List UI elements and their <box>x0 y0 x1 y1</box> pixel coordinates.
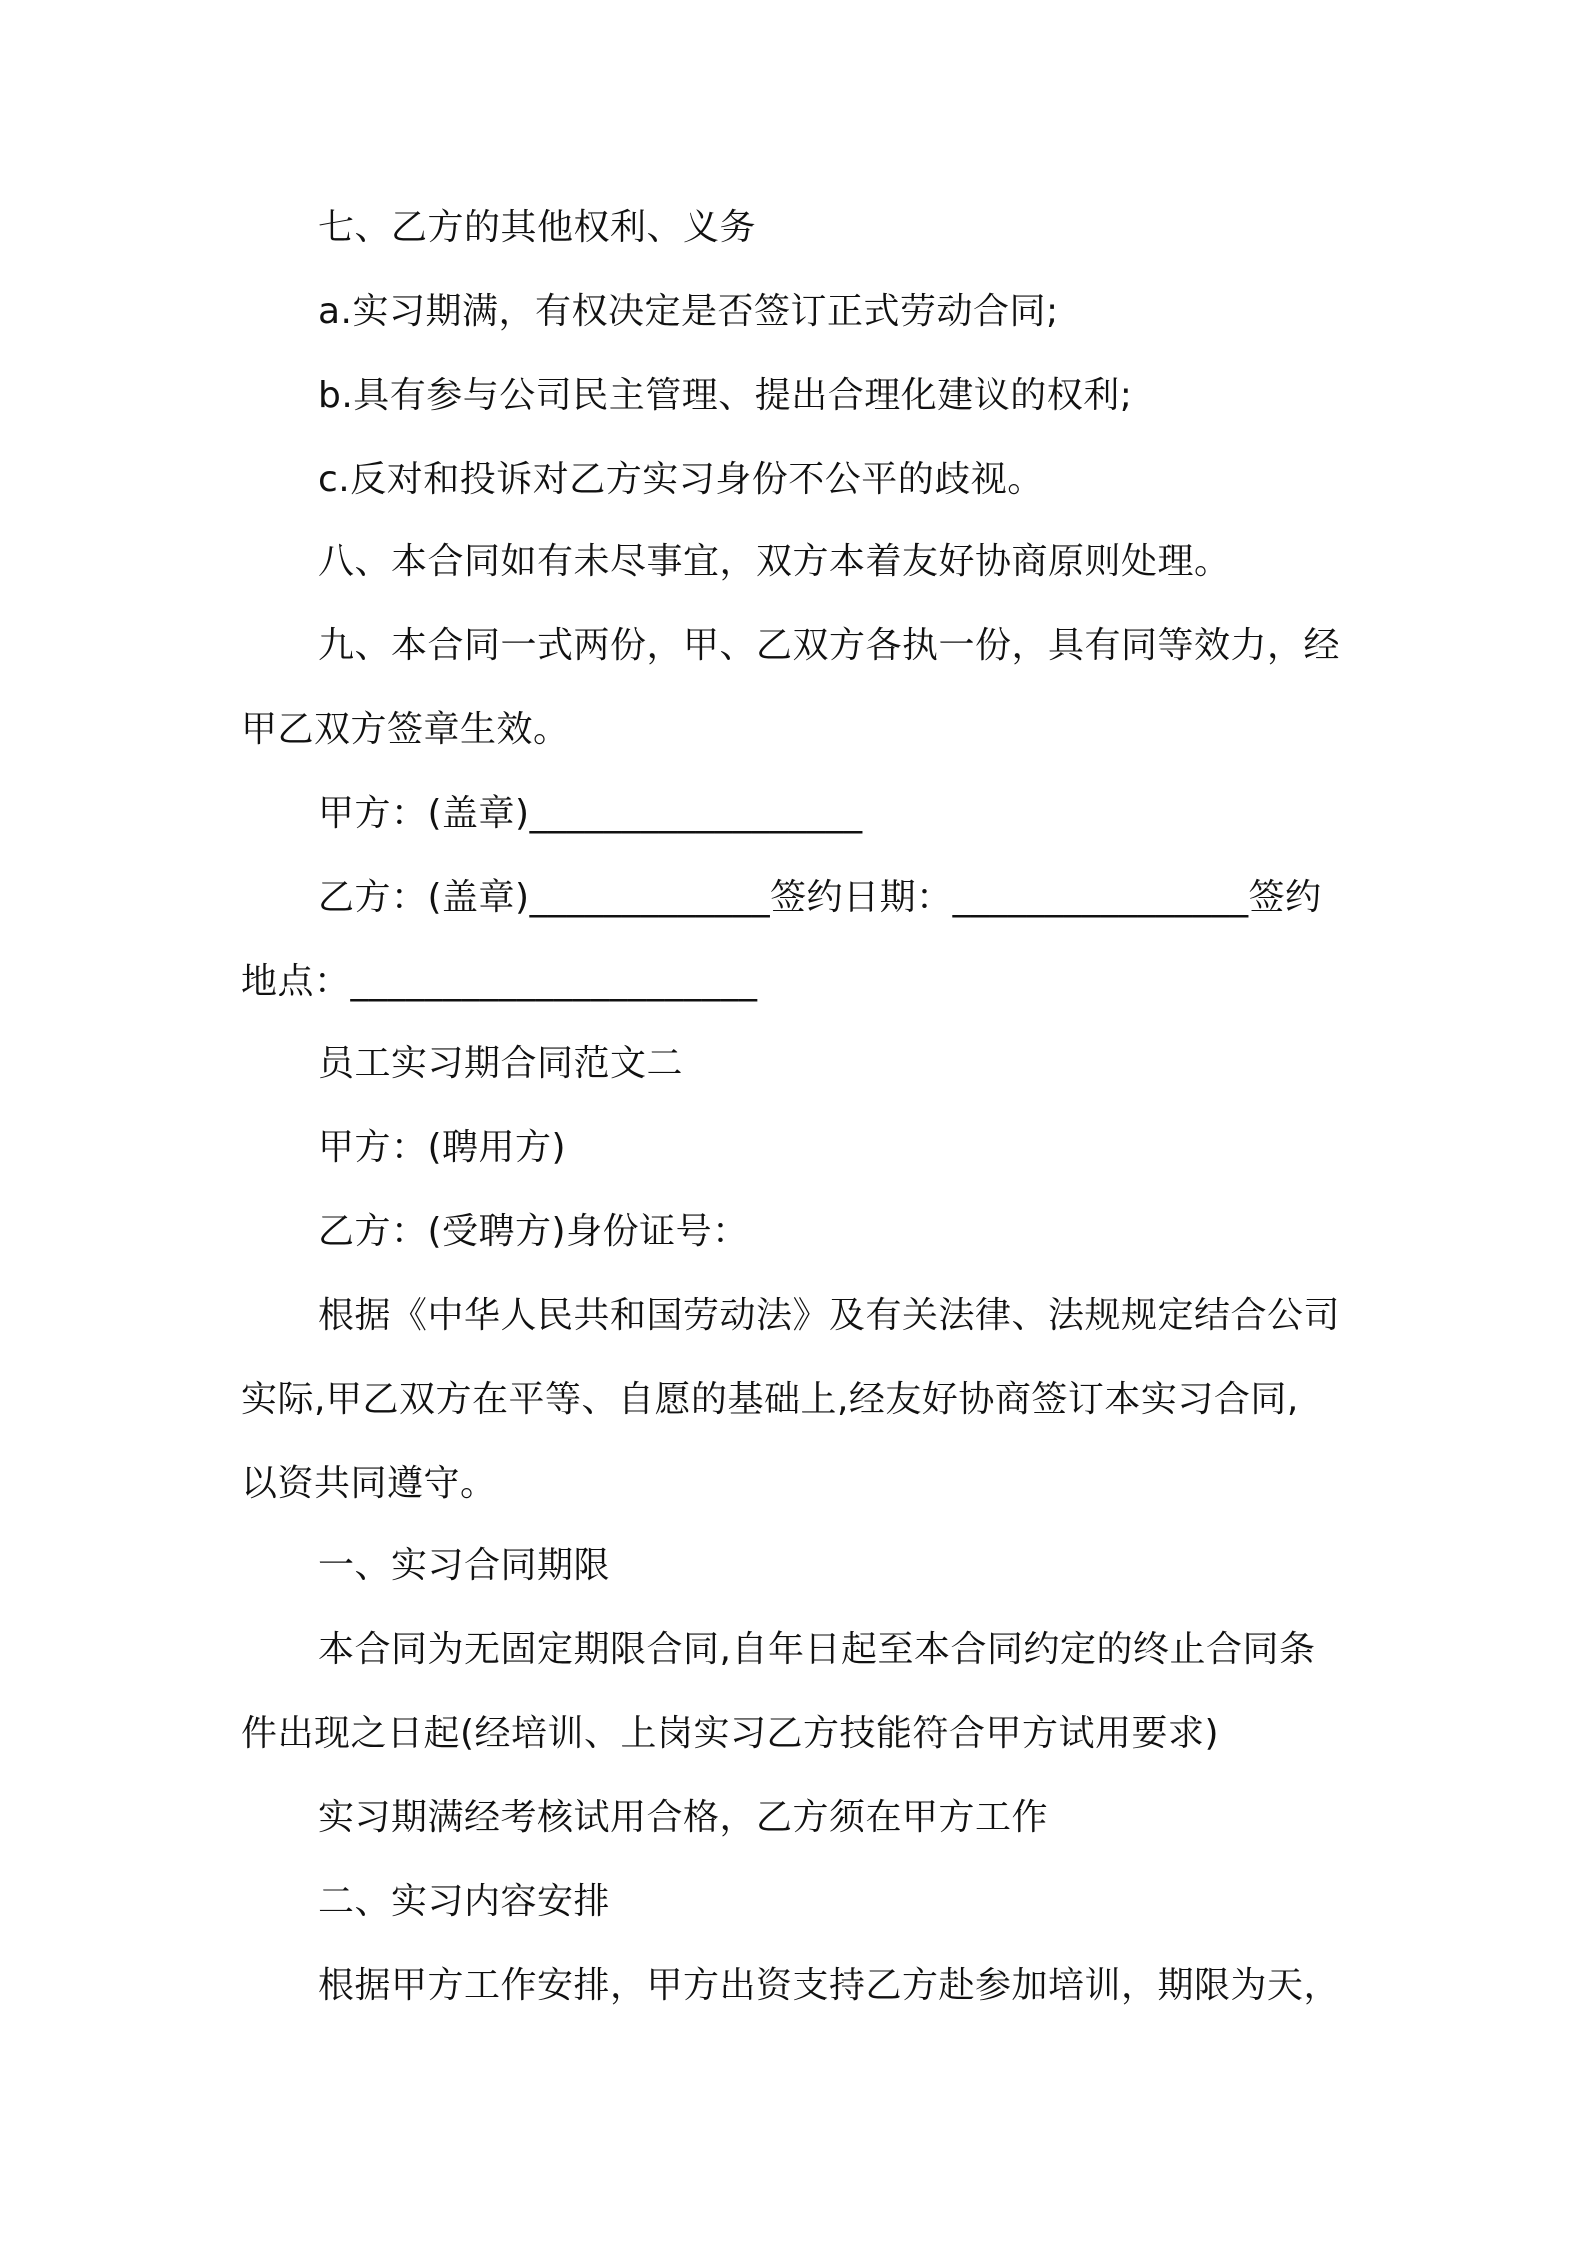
signing-location-line: 地点：______________________ <box>241 961 758 1002</box>
document-subtitle: 员工实习期合同范文二 <box>318 1043 684 1084</box>
paragraph-line: a.实习期满，有权决定是否签订正式劳动合同; <box>318 291 1059 332</box>
paragraph-line: 件出现之日起(经培训、上岗实习乙方技能符合甲方试用要求) <box>241 1713 1220 1754</box>
paragraph-line: 实习期满经考核试用合格，乙方须在甲方工作 <box>318 1797 1049 1838</box>
paragraph-line: b.具有参与公司民主管理、提出合理化建议的权利; <box>318 375 1133 416</box>
section-heading-7: 七、乙方的其他权利、义务 <box>318 207 757 248</box>
party-a-line: 甲方：(聘用方) <box>318 1127 567 1168</box>
paragraph-line: 本合同为无固定期限合同,自年日起至本合同约定的终止合同条 <box>318 1629 1316 1670</box>
section-heading-1: 一、实习合同期限 <box>318 1545 611 1586</box>
party-b-line: 乙方：(受聘方)身份证号： <box>318 1211 749 1252</box>
section-heading-8: 八、本合同如有未尽事宜，双方本着友好协商原则处理。 <box>318 541 1231 582</box>
signature-line-party-a: 甲方：(盖章)__________________ <box>318 793 863 834</box>
paragraph-line: 实际,甲乙双方在平等、自愿的基础上,经友好协商签订本实习合同, <box>241 1379 1299 1420</box>
section-heading-9: 九、本合同一式两份，甲、乙双方各执一份，具有同等效力，经 <box>318 625 1341 666</box>
paragraph-line: 根据《中华人民共和国劳动法》及有关法律、法规规定结合公司 <box>318 1295 1341 1336</box>
paragraph-line: 以资共同遵守。 <box>241 1463 497 1504</box>
section-heading-2: 二、实习内容安排 <box>318 1881 611 1922</box>
paragraph-line: c.反对和投诉对乙方实习身份不公平的歧视。 <box>318 459 1044 500</box>
paragraph-line: 甲乙双方签章生效。 <box>241 709 570 750</box>
signature-line-party-b: 乙方：(盖章)_____________签约日期：________________签约 <box>318 877 1322 918</box>
paragraph-line: 根据甲方工作安排，甲方出资支持乙方赴参加培训，期限为天， <box>318 1965 1341 2006</box>
